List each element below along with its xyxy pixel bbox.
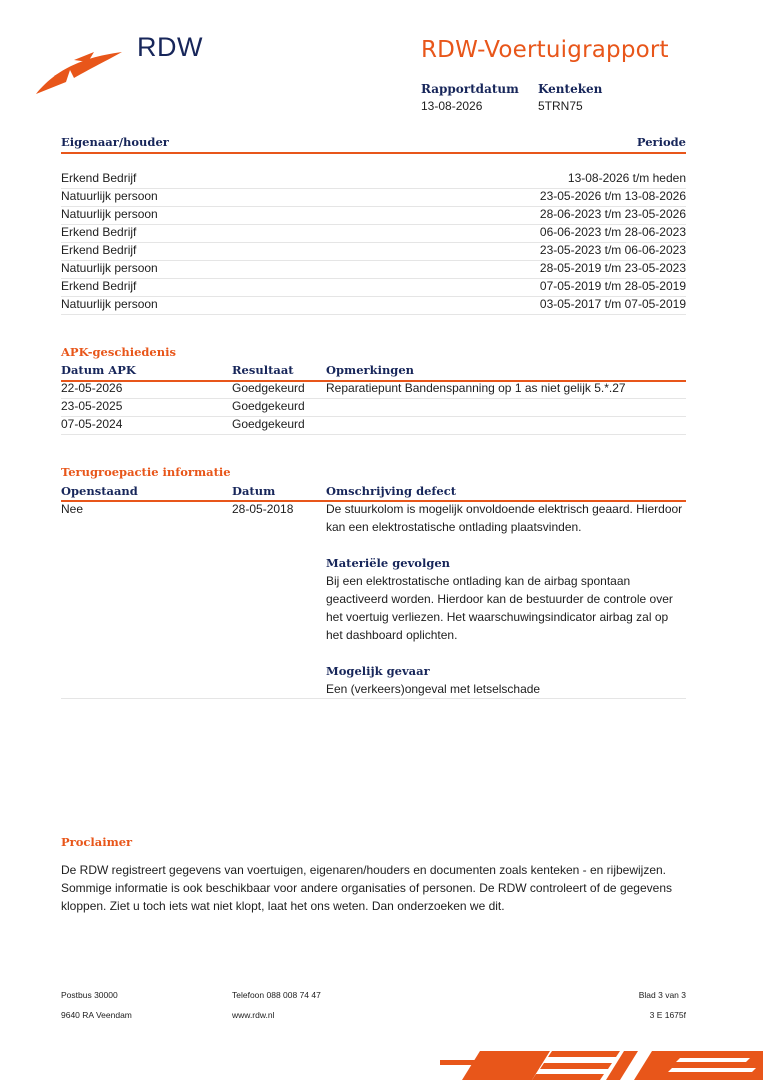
decorative-stripes-icon — [440, 1048, 763, 1080]
period-cell: 23-05-2026 t/m 13-08-2026 — [539, 189, 686, 203]
owner-cell: Erkend Bedrijf — [61, 225, 137, 239]
recall-section-title: Terugroepactie informatie — [61, 465, 231, 479]
footer-address: 9640 RA Veendam — [61, 1010, 132, 1020]
period-cell: 28-06-2023 t/m 23-05-2026 — [539, 207, 686, 221]
table-row — [61, 278, 686, 297]
plate-label: Kenteken — [538, 82, 603, 96]
table-row — [61, 242, 686, 261]
period-cell: 23-05-2023 t/m 06-06-2023 — [539, 243, 686, 257]
period-cell: 03-05-2017 t/m 07-05-2019 — [539, 297, 686, 311]
owner-cell: Natuurlijk persoon — [61, 261, 158, 275]
apk-row — [61, 380, 686, 399]
period-cell: 13-08-2026 t/m heden — [567, 171, 686, 185]
apk-col-remarks: Opmerkingen — [326, 363, 415, 377]
apk-row — [61, 416, 686, 435]
owner-cell: Natuurlijk persoon — [61, 189, 158, 203]
proclaimer-line: Sommige informatie is ook beschikbaar voor andere organisaties of personen. De RDW controleert of de gegevens — [61, 881, 672, 895]
apk-col-result: Resultaat — [232, 363, 294, 377]
recall-defect-line: kan een elektrostatische ontlading plaatsvinden. — [326, 520, 582, 534]
apk-result-cell: Goedgekeurd — [232, 381, 305, 395]
apk-date-cell: 07-05-2024 — [61, 417, 123, 431]
proclaimer-title: Proclaimer — [61, 835, 133, 849]
consequences-line: Bij een elektrostatische ontlading kan de airbag spontaan — [326, 574, 631, 588]
period-cell: 07-05-2019 t/m 28-05-2019 — [539, 279, 686, 293]
logo-text: RDW — [137, 32, 203, 62]
apk-result-cell: Goedgekeurd — [232, 399, 305, 413]
table-row — [61, 224, 686, 243]
danger-text: Een (verkeers)ongeval met letselschade — [326, 682, 541, 696]
table-row — [61, 188, 686, 207]
footer-doc-code: 3 E 1675f — [649, 1010, 686, 1020]
apk-result-cell: Goedgekeurd — [232, 417, 305, 431]
apk-remarks-cell: Reparatiepunt Bandenspanning op 1 as niet gelijk 5.*.27 — [326, 381, 626, 395]
apk-date-cell: 22-05-2026 — [61, 381, 123, 395]
recall-col-open: Openstaand — [61, 484, 138, 498]
footer-phone: Telefoon 088 008 74 47 — [232, 990, 321, 1000]
rdw-logo-icon — [34, 46, 126, 96]
recall-open-cell: Nee — [61, 502, 84, 516]
proclaimer-line: kloppen. Ziet u toch iets wat niet klopt, laat het ons weten. Dan onderzoeken we dit. — [61, 899, 505, 913]
footer-page-number: Blad 3 van 3 — [638, 990, 686, 1000]
consequences-line: het voertuig verliezen. Het waarschuwingsindicator airbag zal op — [326, 610, 669, 624]
report-date-label: Rapportdatum — [421, 82, 519, 96]
apk-date-cell: 23-05-2025 — [61, 399, 123, 413]
apk-section-title: APK-geschiedenis — [61, 345, 176, 359]
owner-cell: Natuurlijk persoon — [61, 297, 158, 311]
owner-cell: Natuurlijk persoon — [61, 207, 158, 221]
owner-cell: Erkend Bedrijf — [61, 171, 137, 185]
apk-col-date: Datum APK — [61, 363, 136, 377]
table-row — [61, 296, 686, 315]
footer-postbus: Postbus 30000 — [61, 990, 118, 1000]
owner-cell: Erkend Bedrijf — [61, 279, 137, 293]
report-date-value: 13-08-2026 — [421, 99, 483, 113]
page-title: RDW-Voertuigrapport — [421, 37, 669, 63]
recall-col-desc: Omschrijving defect — [326, 484, 457, 498]
table-row — [61, 206, 686, 225]
consequences-line: het dashboard oplichten. — [326, 628, 458, 642]
footer-website: www.rdw.nl — [232, 1010, 275, 1020]
owners-col-owner: Eigenaar/houder — [61, 135, 169, 149]
recall-date-cell: 28-05-2018 — [232, 502, 294, 516]
table-row — [61, 260, 686, 279]
consequences-line: geactiveerd worden. Hierdoor kan de bestuurder de controle over — [326, 592, 673, 606]
owner-cell: Erkend Bedrijf — [61, 243, 137, 257]
period-cell: 06-06-2023 t/m 28-06-2023 — [539, 225, 686, 239]
owners-col-period: Periode — [636, 135, 686, 149]
table-row — [61, 170, 686, 189]
plate-value: 5TRN75 — [538, 99, 583, 113]
consequences-title: Materiële gevolgen — [326, 556, 451, 570]
danger-title: Mogelijk gevaar — [326, 664, 430, 678]
apk-row — [61, 398, 686, 417]
recall-bottom-divider — [61, 698, 686, 699]
owners-header-rule — [61, 152, 686, 154]
recall-defect-line: De stuurkolom is mogelijk onvoldoende elektrisch geaard. Hierdoor — [326, 502, 683, 516]
proclaimer-line: De RDW registreert gegevens van voertuigen, eigenaren/houders en documenten zoals kenteken - en rijbewijzen. — [61, 863, 667, 877]
recall-col-date: Datum — [232, 484, 276, 498]
period-cell: 28-05-2019 t/m 23-05-2023 — [539, 261, 686, 275]
